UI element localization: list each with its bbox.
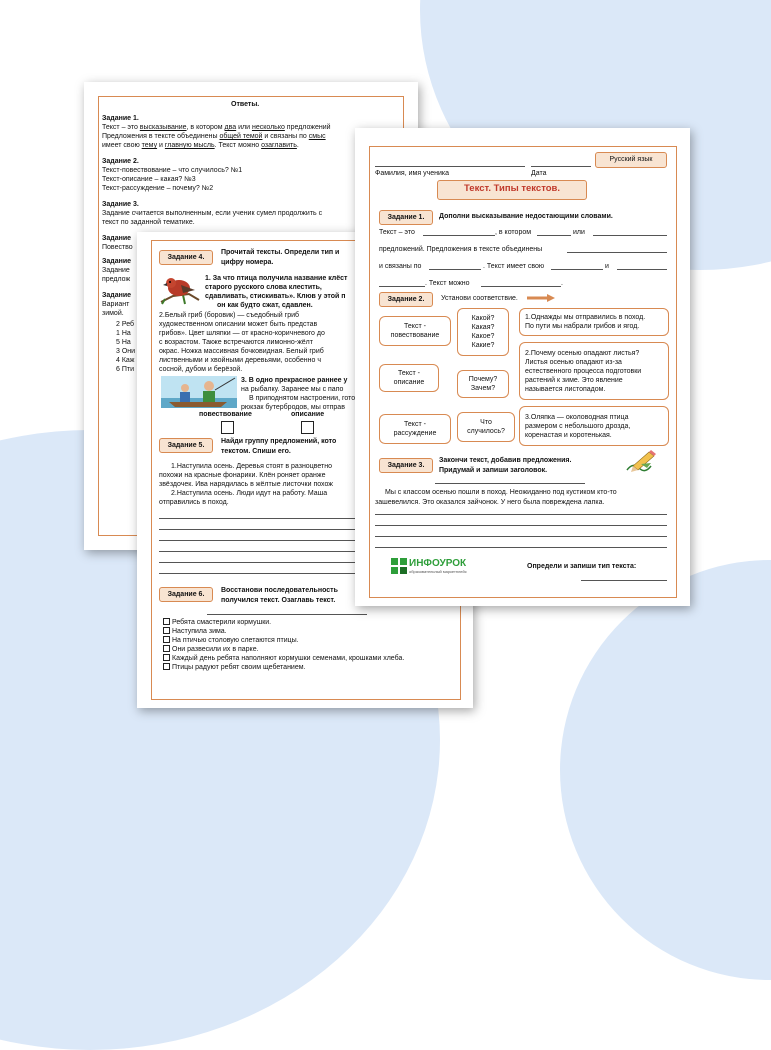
answer-checkbox[interactable] (301, 421, 314, 434)
background-blob (560, 560, 771, 980)
title-writing-line[interactable] (207, 614, 367, 615)
task1-title: Дополни высказывание недостающими словами. (439, 213, 613, 220)
text3-line: на рыбалку. Заранее мы с папо (241, 386, 344, 393)
task5-text-line: 1.Наступила осень. Деревья стоят в разноцветно (171, 463, 332, 470)
date-writing-line[interactable] (531, 166, 591, 167)
text-box-1[interactable]: 1.Однажды мы отправились в поход. По пути мы набрали грибов и ягод. (519, 308, 669, 336)
blank[interactable] (617, 269, 667, 270)
question-box-what-happened[interactable]: Что случилось? (457, 412, 515, 442)
task3-title: Придумай и запиши заголовок. (439, 467, 548, 474)
task5-heading: Задание (102, 258, 132, 265)
text-box-3[interactable]: 3.Оляпка — околоводная птица размером с небольшого дрозда, коренастая и коротенькая. (519, 406, 669, 446)
answer-line: Предложения в тексте объединены общей темой и связаны по смыс (102, 133, 326, 140)
fill-line: , в котором (495, 229, 532, 236)
crossbill-bird-illustration (159, 274, 201, 306)
worksheet-front (355, 128, 690, 606)
fill-line: или (573, 229, 585, 236)
answer-line: Текст – это высказывание, в котором два или несколько предложений (102, 124, 331, 131)
arrow-right-icon (527, 294, 555, 302)
task4-title: цифру номера. (221, 259, 274, 266)
text1-line: он как будто сжат, сдавлен. (217, 302, 313, 309)
answer-line: Задание считается выполненным, если ученик сумел продолжить с (102, 210, 323, 217)
answer-line: Текст-рассуждение – почему? №2 (102, 185, 214, 192)
blank[interactable] (551, 269, 603, 270)
logo-subtitle: образовательный маркетплейс (409, 569, 467, 574)
fill-line: предложений. Предложения в тексте объединены (379, 246, 543, 253)
answers-title: Ответы. (231, 101, 260, 108)
task5-title: Найди группу предложений, кото (221, 438, 337, 445)
task5-text-line: звёздочек. Ива нарядилась в жёлтые листочки похож (159, 481, 333, 488)
blank[interactable] (593, 235, 667, 236)
task1-label: Задание 1. (379, 210, 433, 225)
blank[interactable] (567, 252, 667, 253)
task3-title: Закончи текст, добавив предложения. (439, 457, 572, 464)
task5-title: текстом. Спиши его. (221, 448, 291, 455)
blank[interactable] (379, 286, 425, 287)
task6-heading: Задание (102, 292, 132, 299)
type-box-reasoning[interactable]: Текст - рассуждение (379, 414, 451, 444)
task6-item[interactable]: Каждый день ребята наполняют кормушки семенами, крошками хлеба. (163, 654, 404, 664)
text2-line: 2.Белый гриб (боровик) — съедобный гриб (159, 312, 300, 319)
text2-line: окрас. Ножка массивная бочковидная. Белый гриб (159, 348, 324, 355)
blank[interactable] (537, 235, 571, 236)
task6-item[interactable]: Ребята смастерили кормушки. (163, 618, 271, 628)
answer-checkbox[interactable] (221, 421, 234, 434)
fill-line: . (561, 280, 563, 287)
list-item: 2 Реб (116, 321, 135, 328)
answer-line: Задание (102, 267, 130, 274)
task2-title: Установи соответствие. (441, 295, 518, 302)
task3-text: Мы с классом осенью пошли в поход. Неожиданно под кустиком кто-то (385, 489, 617, 496)
text2-line: сосной, дубом и берёзой. (159, 366, 243, 373)
list-item: 6 Пти (116, 366, 134, 373)
logo-name: ИНФОУРОК (409, 558, 467, 569)
task6-item[interactable]: На птичью столовую слетаются птицы. (163, 636, 299, 646)
name-label: Фамилия, имя ученика (375, 170, 449, 177)
worksheet-title: Текст. Типы текстов. (463, 183, 561, 194)
text2-line: художественном описании может быть представ (159, 321, 318, 328)
text-box-2[interactable]: 2.Почему осенью опадают листья? Листья осенью опадают из-за естественного процесса подготовки растений к зиме. Это явление называется листопадом. (519, 342, 669, 400)
task2-heading: Задание 2. (102, 158, 139, 165)
text3-line: В приподнятом настроении, гото (249, 395, 356, 402)
list-item: 3 Они (116, 348, 136, 355)
question-box-what-kind[interactable]: Какой? Какая? Какое? Какие? (457, 308, 509, 356)
checkbox[interactable] (163, 618, 170, 625)
answer-line: предлож (102, 276, 131, 283)
task2-label: Задание 2. (379, 292, 433, 307)
text2-line: грибов». Цвет шляпки — от красно-коричневого до (159, 330, 325, 337)
task6-title: получился текст. Озаглавь текст. (221, 597, 336, 604)
writing-line[interactable] (375, 547, 667, 548)
text3-line: 3. В одно прекрасное раннее у (241, 377, 348, 384)
answer-line: текст по заданной тематике. (102, 219, 195, 226)
checkbox[interactable] (163, 663, 170, 670)
subject-badge: Русский язык (595, 152, 667, 168)
blank[interactable] (429, 269, 481, 270)
fill-line: и (605, 263, 609, 270)
task4-title: Прочитай тексты. Определи тип и (221, 249, 340, 256)
text2-line: с возрастом. Также встречаются лимонно-жёлт (159, 339, 313, 346)
fill-line: и связаны по (379, 263, 422, 270)
answer-line: зимой. (102, 310, 124, 317)
blank[interactable] (481, 286, 561, 287)
pencil-writing-icon (623, 450, 657, 474)
fill-line: Текст – это (379, 229, 415, 236)
checkbox[interactable] (163, 654, 170, 661)
list-item: 1 На (116, 330, 131, 337)
type-label-description: описание (291, 411, 325, 418)
task1-heading: Задание 1. (102, 115, 139, 122)
text1-line: 1. За что птица получила название клёст (205, 275, 348, 282)
task6-title: Восстанови последовательность (221, 587, 338, 594)
text1-line: сдавливать, стискивать». Клюв у этой п (205, 293, 346, 300)
question-box-why[interactable]: Почему? Зачем? (457, 370, 509, 398)
task3-text: зашевелился. Это оказался зайчонок. У него была повреждена лапка. (375, 499, 605, 506)
writing-line[interactable] (375, 525, 667, 526)
date-label: Дата (531, 170, 547, 177)
answer-line: Вариант (102, 301, 130, 308)
name-writing-line[interactable] (375, 166, 525, 167)
task5-text-line: отправились в поход. (159, 499, 229, 506)
list-item: 4 Каж (116, 357, 135, 364)
answer-line: имеет свою тему и главную мысль. Текст можно озаглавить. (102, 142, 299, 149)
task3-heading: Задание 3. (102, 201, 139, 208)
type-box-description[interactable]: Текст - описание (379, 364, 439, 392)
task6-item[interactable]: Птицы радуют ребят своим щебетанием. (163, 663, 306, 673)
answer-line: Текст-описание – какая? №3 (102, 176, 196, 183)
type-box-narration[interactable]: Текст - повествование (379, 316, 451, 346)
title-writing-line[interactable] (435, 483, 585, 484)
writing-line[interactable] (375, 536, 667, 537)
fill-line: . Текст имеет свою (483, 263, 545, 270)
answer-writing-line[interactable] (581, 580, 667, 581)
task6-label: Задание 6. (159, 587, 213, 602)
task3-label: Задание 3. (379, 458, 433, 473)
checkbox[interactable] (163, 636, 170, 643)
writing-line[interactable] (375, 514, 667, 515)
task5-text-line: похожи на красные фонарики. Клён роняет оранже (159, 472, 326, 479)
text1-line: старого русского слова клестить, (205, 284, 322, 291)
infourok-logo-icon (391, 558, 407, 574)
text2-line: лиственными и хвойными деревьями, особенно ч (159, 357, 321, 364)
answer-line: Повество (102, 244, 133, 251)
fishing-illustration (161, 376, 237, 408)
footer-prompt: Определи и запиши тип текста: (527, 563, 637, 570)
answer-line: Текст-повествование – что случилось? №1 (102, 167, 243, 174)
checkbox[interactable] (163, 627, 170, 634)
task5-label: Задание 5. (159, 438, 213, 453)
task4-heading: Задание (102, 235, 132, 242)
task6-item[interactable]: Наступила зима. (163, 627, 227, 637)
fill-line: . Текст можно (425, 280, 470, 287)
text3-line: рюкзак бутербродов, мы отправ (241, 404, 345, 411)
task4-label: Задание 4. (159, 250, 213, 265)
list-item: 5 На (116, 339, 131, 346)
type-label-narration: повествование (199, 411, 252, 418)
blank[interactable] (423, 235, 495, 236)
task5-text-line: 2.Наступила осень. Люди идут на работу. Маша (171, 490, 328, 497)
task6-item[interactable]: Они развесили их в парке. (163, 645, 259, 655)
checkbox[interactable] (163, 645, 170, 652)
